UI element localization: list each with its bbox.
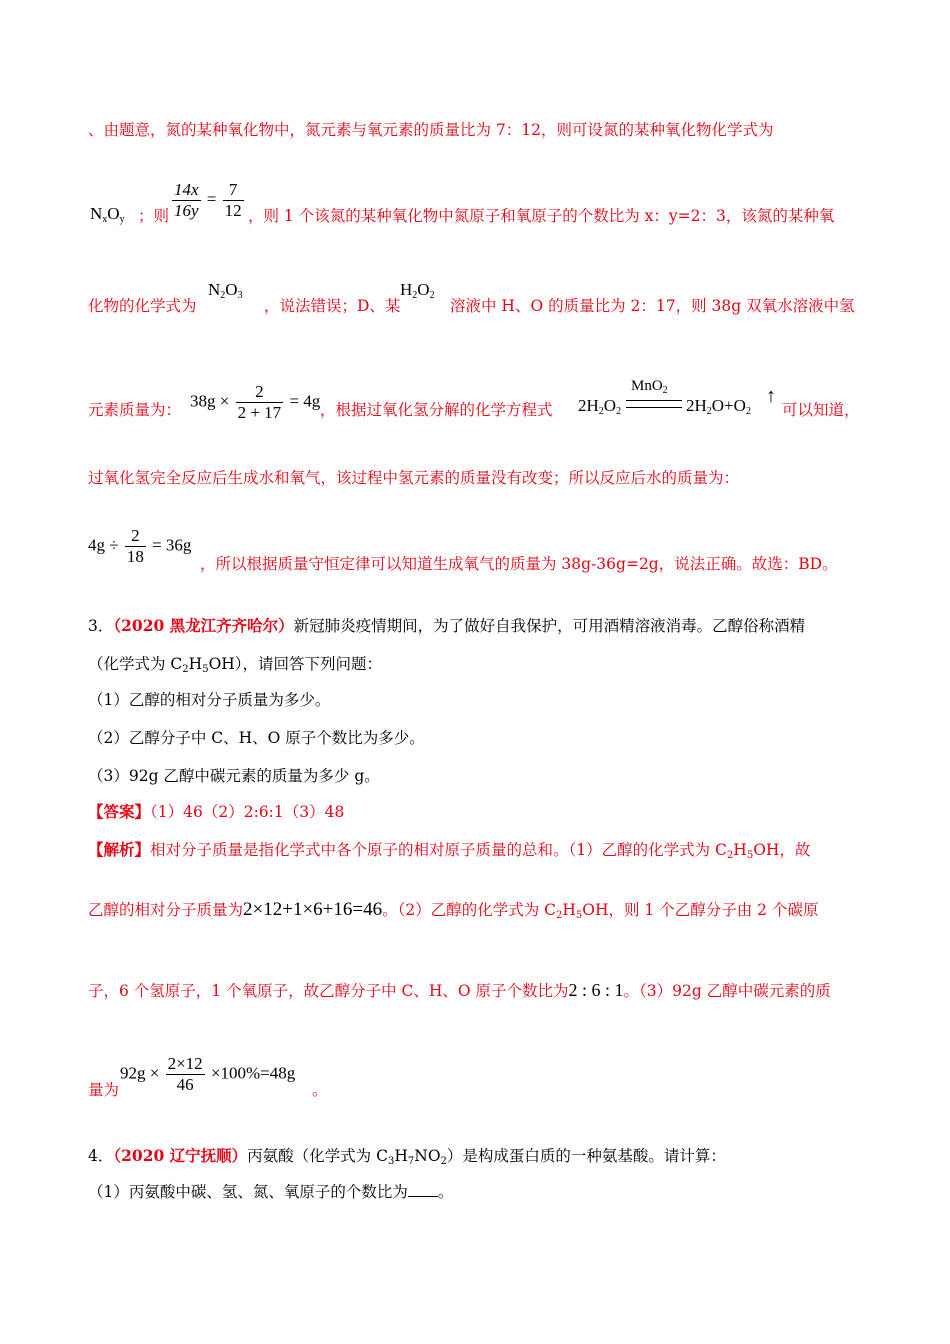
formula-n2o3: $N_2O_3$ <box>208 280 243 301</box>
answer-label: 【答案】 <box>88 802 151 821</box>
decomp-equation: $2H_2O_2$ <box>578 396 622 417</box>
analysis-line-5: 过氧化氢完全反应后生成水和氧气，该过程中氢元素的质量没有改变；所以反应后水的质量为： <box>88 469 740 487</box>
gas-arrow-icon: ↑ <box>766 385 776 407</box>
text-conclusion: ，所以根据质量守恒定律可以知道生成氧气的质量为 38g-36g=2g，说法正确。故选：BD。 <box>200 555 838 573</box>
ratio-equation: $\frac{14x}{16y}$ = $\frac{7}{12}$ <box>174 180 242 220</box>
text-decomp: ，根据过氧化氢分解的化学方程式 <box>320 401 553 419</box>
answer-text: （1）46（2）2:6:1（3）48 <box>150 803 345 821</box>
formula-h2o2: $H_2O_2$ <box>400 280 435 301</box>
question-number: 3． <box>88 617 114 635</box>
catalyst-mno2: MnO$_2$ <box>631 378 668 396</box>
text-ratio-xy: ，则 1 个该氮的某种氧化物中氮原子和氧原子的个数比为 x：y=2：3，该氮的某种氧 <box>248 207 835 225</box>
question-source: （2020 辽宁抚顺） <box>113 1146 248 1165</box>
reaction-equals-sign <box>626 400 682 408</box>
text-formula-is: 化物的化学式为 <box>88 297 197 315</box>
question-3-line-2: （化学式为 $C_2H_5OH$），请回答下列问题： <box>88 655 383 675</box>
text-mass-ratio: 溶液中 H、O 的质量比为 2：17，则 38g 双氧水溶液中氢 <box>450 297 855 315</box>
text-wrong: ，说法错误；D、某 <box>264 297 401 315</box>
text-know: 可以知道， <box>782 401 860 419</box>
question-text: 新冠肺炎疫情期间，为了做好自我保护，可用酒精溶液消毒。乙醇俗称酒精 <box>293 617 806 635</box>
question-3-line-1 <box>88 616 805 636</box>
analysis-q3-line-2: 乙醇的相对分子质量为2×12+1×6+16=46。（2）乙醇的化学式为 $C_2H_5OH$，则 1 个乙醇分子由 2 个碳原 <box>88 899 819 921</box>
analysis-line-1: 、由题意，氮的某种氧化物中，氮元素与氧元素的质量比为 7：12，则可设氮的某种氧化物化学式为 <box>88 121 774 139</box>
analysis-label: 【解析】 <box>88 840 151 859</box>
answer-blank[interactable] <box>408 1182 438 1197</box>
question-4-line-1: 4．（2020 辽宁抚顺）丙氨酸（化学式为 $C_3H_7NO_2$）是构成蛋白质的一种氨基酸。请计算： <box>88 1146 726 1167</box>
decomp-products: $2H_2O+O_2$ <box>686 396 751 417</box>
question-source: （2020 黑龙江齐齐哈尔） <box>113 616 294 635</box>
answer-line <box>88 802 344 822</box>
analysis-q3-line-3: 子，6 个氢原子，1 个氧原子，故乙醇分子中 C、H、O 原子个数比为2 : 6 : 1。（3）92g 乙醇中碳元素的质 <box>88 980 831 1000</box>
formula-nxoy: $N_xO_y$ <box>90 204 125 225</box>
atom-ratio: 2 : 6 : 1 <box>568 980 624 1000</box>
carbon-mass-calc: 92g × $\frac{2\times 12}{46}$ ×100%=48g <box>120 1054 296 1094</box>
text-h-mass: 元素质量为： <box>88 401 182 419</box>
question-4-sub-1: （1）丙氨酸中碳、氢、氮、氧原子的个数比为 。 <box>88 1183 454 1201</box>
question-3-sub-2: （2）乙醇分子中 C、H、O 原子个数比为多少。 <box>88 729 425 747</box>
text-then: ；则 <box>138 207 170 225</box>
molar-mass-calc: 2×12+1×6+16=46 <box>243 899 383 920</box>
question-number: 4． <box>88 1147 114 1165</box>
question-3-sub-3: （3）92g 乙醇中碳元素的质量为多少 g。 <box>88 767 380 785</box>
h-mass-calc: 38g × $\frac{2}{2 + 17}$ = 4g <box>190 382 321 422</box>
question-3-sub-1: （1）乙醇的相对分子质量为多少。 <box>88 691 331 709</box>
water-mass-calc: 4g ÷ $\frac{2}{18}$ = 36g <box>88 526 192 566</box>
analysis-q3-line-1: 【解析】相对分子质量是指化学式中各个原子的相对原子质量的总和。（1）乙醇的化学式为 $C_2H_5OH$，故 <box>88 840 811 861</box>
